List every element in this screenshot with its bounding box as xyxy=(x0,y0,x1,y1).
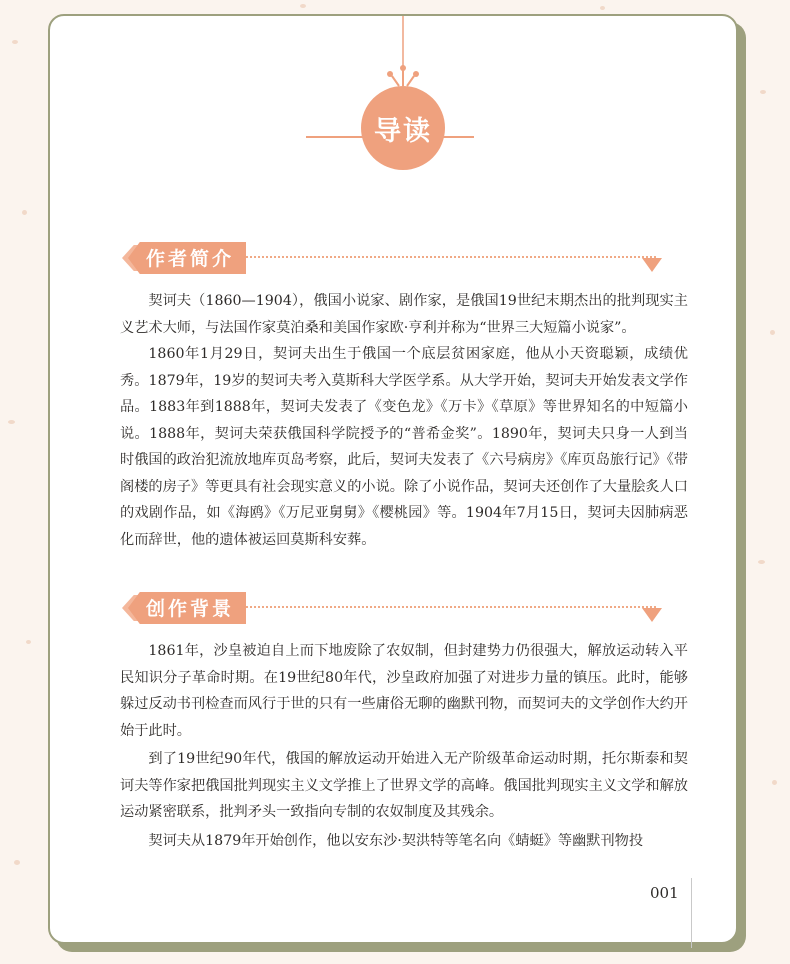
dotted-divider xyxy=(246,606,656,608)
paragraph: 1861年，沙皇被迫自上而下地废除了农奴制，但封建势力仍很强大，解放运动转入平民知识分子革命时期。在19世纪80年代，沙皇政府加强了对进步力量的镇压。此时，能够躲过反动书刊检查而风行于世的只有一些庸俗无聊的幽默刊物，而契诃夫的文学创作大约开始于此时。 xyxy=(120,643,688,739)
background-speck xyxy=(22,210,27,215)
crown-icon xyxy=(383,64,423,88)
triangle-down-icon xyxy=(642,608,662,622)
section-heading-label: 创作背景 xyxy=(146,598,235,620)
triangle-down-icon xyxy=(642,258,662,272)
background-speck xyxy=(770,330,775,335)
paragraph: 契诃夫（1860—1904），俄国小说家、剧作家，是俄国19世纪末期杰出的批判现实主义艺术大师，与法国作家莫泊桑和美国作家欧·亨利并称为“世界三大短篇小说家”。 xyxy=(120,293,688,336)
paragraph: 到了19世纪90年代，俄国的解放运动开始进入无产阶级革命运动时期，托尔斯泰和契诃夫等作家把俄国批判现实主义文学推上了世界文学的高峰。俄国批判现实主义文学和解放运动紧密联系，批判矛头一致指向专制的农奴制度及其残余。 xyxy=(120,751,688,820)
section-heading-author xyxy=(122,242,662,276)
document-page xyxy=(48,14,738,944)
background-speck xyxy=(760,90,766,94)
background-speck xyxy=(300,4,306,8)
background-speck xyxy=(758,560,765,564)
paragraph: 1860年1月29日，契诃夫出生于俄国一个底层贫困家庭，他从小天资聪颖，成绩优秀。1879年，19岁的契诃夫考入莫斯科大学医学系。从大学开始，契诃夫开始发表文学作品。1883年到1888年，契诃夫发表了《变色龙》《万卡》《草原》等世界知名的中短篇小说。1888年，契诃夫荣获俄国科学院授予的“普希金奖”。1890年，契诃夫只身一人到当时俄国的政治犯流放地库页岛考察，此后，契诃夫发表了《六号病房》《库页岛旅行记》《带阁楼的房子》等更具有社会现实意义的小说。除了小说作品，契诃夫还创作了大量脍炙人口的戏剧作品，如《海鸥》《万尼亚舅舅》《樱桃园》等。1904年7月15日，契诃夫因肺病恶化而辞世，他的遗体被运回莫斯科安葬。 xyxy=(120,346,688,548)
background-speck xyxy=(600,6,605,10)
section-heading-label: 作者简介 xyxy=(146,248,235,270)
page-title: 导读 xyxy=(361,86,445,170)
background-speck xyxy=(14,860,20,865)
background-speck xyxy=(12,40,18,44)
dotted-divider xyxy=(246,256,656,258)
section-heading-background xyxy=(122,592,662,626)
page-number: 001 xyxy=(650,884,679,902)
background-speck xyxy=(26,640,31,644)
paragraph: 契诃夫从1879年开始创作，他以安东沙·契洪特等笔名向《蜻蜓》等幽默刊物投 xyxy=(148,833,644,849)
background-speck xyxy=(8,420,15,424)
background-speck xyxy=(772,780,777,785)
page-number-divider xyxy=(691,878,692,948)
